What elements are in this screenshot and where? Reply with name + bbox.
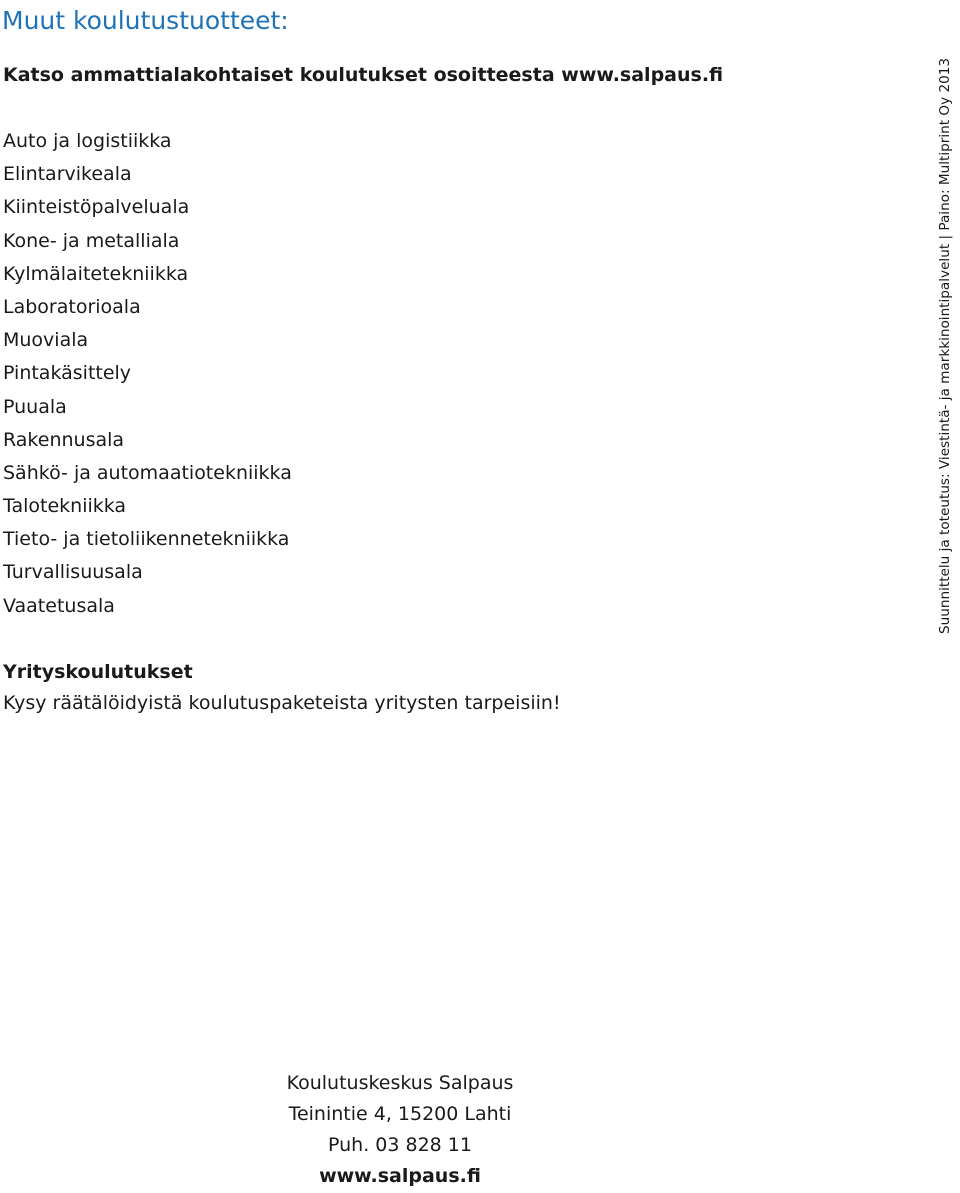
list-item: Pintakäsittely: [3, 362, 132, 385]
list-item: Puuala: [3, 395, 67, 418]
side-credit: Suunnittelu ja toteutus: Viestintä- ja markkinointipalvelut | Paino: Multiprint Oy 2013: [937, 57, 953, 634]
company-training-section: [3, 657, 561, 719]
company-training-heading: Yrityskoulutukset: [3, 661, 193, 683]
page-title: Muut koulutustuotteet:: [2, 6, 289, 35]
list-item: Elintarvikeala: [3, 163, 132, 186]
list-item: Auto ja logistiikka: [3, 130, 172, 152]
list-item: Kone- ja metalliala: [3, 229, 180, 252]
list-item: Vaatetusala: [3, 594, 115, 617]
company-training-text: Kysy räätälöidyistä koulutuspaketeista yritysten tarpeisiin!: [3, 692, 561, 714]
list-item: Talotekniikka: [3, 495, 127, 518]
intro-text: Katso ammattialakohtaiset koulutukset osoitteesta www.salpaus.fi: [3, 64, 724, 86]
list-item: Laboratorioala: [3, 295, 141, 318]
list-item: Kiinteistöpalveluala: [3, 196, 190, 219]
list-item: Sähkö- ja automaatiotekniikka: [3, 461, 292, 484]
footer: [200, 1068, 600, 1192]
list-item: Kylmälaitetekniikka: [3, 262, 189, 285]
footer-organization: Koulutuskeskus Salpaus: [286, 1072, 514, 1094]
list-item: Rakennusala: [3, 428, 125, 451]
list-item: Muoviala: [3, 329, 89, 352]
footer-website-link[interactable]: www.salpaus.fi: [319, 1165, 481, 1187]
field-list: [3, 125, 292, 623]
footer-address: Teinintie 4, 15200 Lahti: [288, 1103, 512, 1125]
list-item: Turvallisuusala: [3, 561, 143, 584]
footer-phone: Puh. 03 828 11: [328, 1134, 472, 1156]
list-item: Tieto- ja tietoliikennetekniikka: [3, 528, 290, 551]
